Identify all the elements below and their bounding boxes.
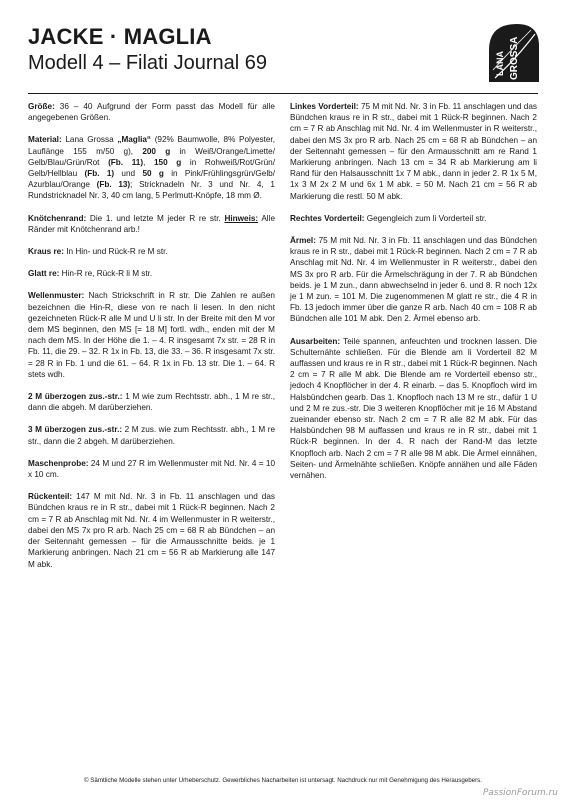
section-kraus: Kraus re: In Hin- und Rück-R re M str. (28, 247, 168, 257)
section-rechtes-vorderteil: Rechtes Vorderteil: Gegengleich zum li Vorderteil str. (290, 213, 487, 223)
section-glatt: Glatt re: Hin-R re, Rück-R li M str. (28, 269, 153, 279)
section-groesse: Größe: 36 – 40 Aufgrund der Form passt das Modell für alle angegebenen Größen. (28, 102, 275, 123)
section-aermel: Ärmel: 75 M mit Nd. Nr. 3 in Fb. 11 anschlagen und das Bündchen kraus re in R str., dabei mit 1 Rück-R beginnen. Nach 2 cm = 7 R ab Anschlag mit Nd. Nr. 4 im Wellenmuster in R weiterstr., dabei den MS 3x pro R arb. Für die Ärmelschrägung in der 7. R ab Bündchen beids. je 1 M zun., dann abwechselnd in jeder 6. und 8. R noch 12x je 1 M zun. = 101 M. Die zugenommenen M glatt re str., die 4 R in Fb. 13 jedoch immer über die ganze R arb. Nach 40 cm = 108 R ab Bündchen alle 101 M abk. Den 2. Ärmel ebenso arb. (290, 236, 537, 324)
page-subtitle: Modell 4 – Filati Journal 69 (28, 52, 268, 74)
section-material: Material: Lana Grossa „Maglia“ (92% Baumwolle, 8% Polyester, Lauflänge 155 m/50 g), 200 g in Weiß/Orange/Limette/ Gelb/Blau/Grün/Rot (Fb. 11), 150 g in Rohweiß/Rot/Grün/ Gelb/Hellblau (Fb. 1) und 50 g in Pink/Frühlingsgrün/Gelb/ Azurblau/Orange (Fb. 13); Stricknadeln Nr. 3 und Nr. 4, 1 Rundstricknadel Nr. 3, 40 cm lang, 5 Perlmutt-Knöpfe, 18 mm Ø. (28, 135, 276, 201)
header-divider (28, 93, 538, 94)
section-wellenmuster: Wellenmuster: Nach Strickschrift in R str. Die Zahlen re außen bezeichnen die Hin-R, diese von re nach li lesen. In den nicht gezeichneten Rück-R alle M und U li str. In der Breite mit den M vor dem MS beginnen, den MS [= 18 M] fortl. wdh., enden mit der M nach dem MS. In der Höhe die 1. – 4. R insgesamt 7x str. = 28 R in Fb. 11, die 29. – 32. R 1x in Fb. 13, die 33. – 36. R insgesamt 7x str. = 28 R in Fb. 1 und die 61. – 64. R 1x in Fb. 13 str. Die 1. – 64. R stets wdh. (28, 291, 275, 379)
logo-text-grossa: GROSSA (509, 36, 520, 80)
page-title: JACKE · MAGLIA (28, 24, 212, 49)
copyright-footer: © Sämtliche Modelle stehen unter Urheberschutz. Gewerbliches Nacharbeiten ist untersagt. Nachdruck nur mit Genehmigung des Herausgebers. (83, 777, 482, 784)
logo-text-lana: LANA (495, 51, 505, 76)
section-rueckenteil: Rückenteil: 147 M mit Nd. Nr. 3 in Fb. 11 anschlagen und das Bündchen kraus re in R str., dabei mit 1 Rück-R beginnen. Nach 2 cm = 7 R ab Anschlag mit Nd. Nr. 4 im Wellenmuster in R weiterstr., dabei den MS 7x pro R arb. Nach 25 cm = 68 R ab Bündchen – an der Seitennaht gemessen – für die Armausschnitte beids. je 1 Markierung anbringen. Nach 21 cm = 56 R ab Markierung alle 147 M abk. (28, 492, 275, 569)
section-maschenprobe: Maschenprobe: 24 M und 27 R im Wellenmuster mit Nd. Nr. 4 = 10 x 10 cm. (28, 458, 275, 480)
section-knoetchenrand: Knötchenrand: Die 1. und letzte M jeder R re str. Hinweis: Alle Ränder mit Knötchenrand arb.! (28, 213, 275, 234)
right-column (290, 101, 537, 492)
section-linkes-vorderteil: Linkes Vorderteil: 75 M mit Nd. Nr. 3 in Fb. 11 anschlagen und das Bündchen kraus re in R str., dabei mit 1 Rück-R beginnen. Nach 2 cm = 7 R ab Anschlag mit Nd. Nr. 4 im Wellenmuster in R weiterstr., dabei den MS 3x pro R arb. Nach 25 cm = 68 R ab Bündchen – an der Seitennaht gemessen – für den Armausschnitt am re Rand 1 Markierung anbringen. Nach 13 cm = 34 R ab Markierung am li Rand für den Halsausschnitt 1x 7 M abk., dann in jeder 2. R 1x 5 M, 1x 3 M 2x 2 M und 6x 1 M abk. = 50 M. Nach 21 cm = 56 R ab Markierung die restl. 50 M abk. (290, 102, 537, 201)
section-ausarbeiten: Ausarbeiten: Teile spannen, anfeuchten und trocknen lassen. Die Schulternähte schließen. Für die Blende am li Vorderteil 82 M auffassen und kraus re in R str., dabei mit 1 Rück-R beginnen. Nach 2 cm = 7 R alle M abk. Die Blende am re Vorderteil ebenso str., jedoch 4 Knopflöcher in der 4. R einarb. – das 5. Knopfloch wird im Halsbündchen gearb. Das 1. Knopfloch nach 13 M re str., dafür 1 U und 2 M re zus.-str. Die 3 weiteren Knopflöcher mit je 16 M Abstand zueinander ebenso str. Nach 2 cm = 7 R alle 82 M abk. Für das Halsbündchen 98 M auffassen und kraus re in R str., dabei mit 1 Rück-R beginnen. In der 4. R nach der Rand-M das letzte Knopfloch arb. Nach 2 cm = 7 R alle 98 M abk. Die Ärmel einnähen, Seiten- und Ärmelnähte schließen. Knöpfe annähen und alle Fäden vernähen. (290, 336, 537, 481)
left-column (28, 101, 275, 581)
section-3m-ueberzogen: 3 M überzogen zus.-str.: 2 M zus. wie zum Rechtsstr. abh., 1 M re str., dann die 2 abgeh. M darüberziehen. (28, 425, 275, 446)
site-watermark: PassionForum.ru (482, 788, 558, 798)
section-2m-ueberzogen: 2 M überzogen zus.-str.: 1 M wie zum Rechtsstr. abh., 1 M re str., dann die abgeh. M darüberziehen. (28, 392, 275, 413)
lana-grossa-logo (485, 20, 543, 84)
